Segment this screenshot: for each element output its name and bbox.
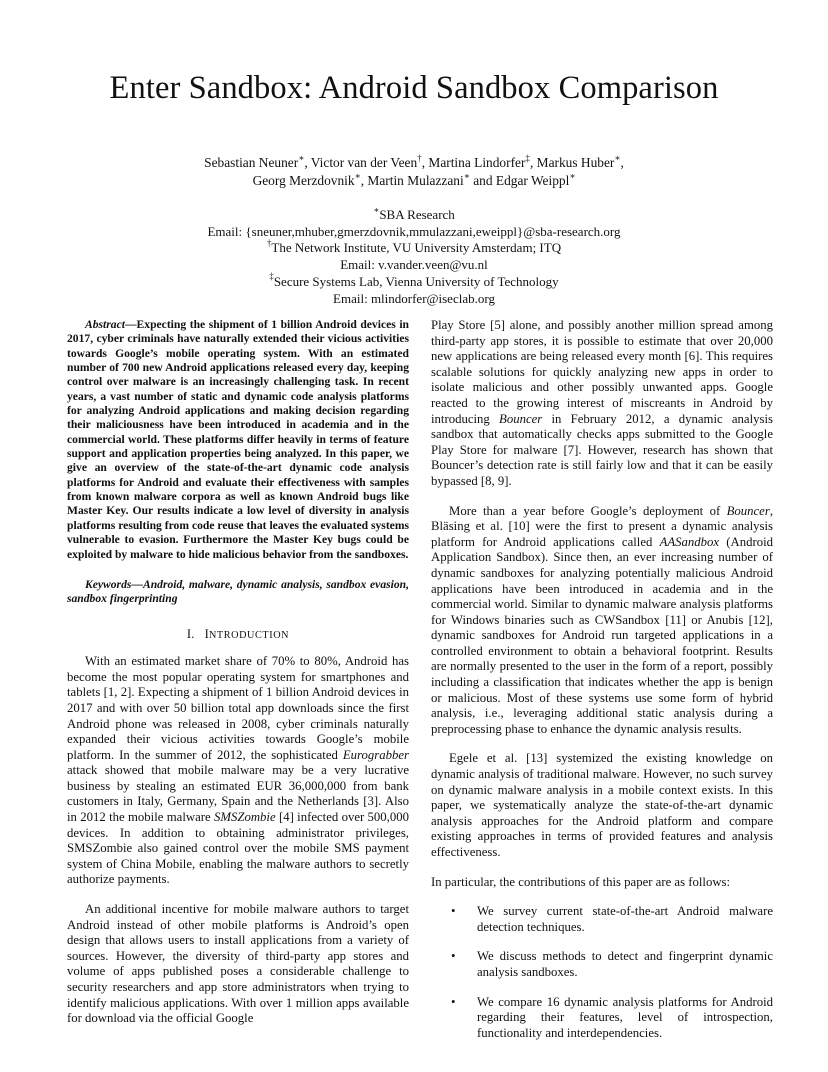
affiliation-mark: ∗ xyxy=(569,170,576,181)
intro-paragraph-1: With an estimated market share of 70% to 80%, Android has become the most popular operating system for smartphones and tablets [1, 2]. Expecting a shipment of 1 billion Android devices in 2017 and with over 50 billion total app downloads since the first Android phone was released in 2008, cyber criminals naturally expanded their vicious activities towards Google’s mobile platform. In the summer of 2012, the sophisticated Eurograbber attack showed that mobile malware may be a very lucrative business by stealing an estimated EUR 36,000,000 from bank customers in Italy, Germany, Spain and the Netherlands [3]. Also in 2012 the mobile malware SMSZombie [4] infected over 500,000 devices. In addition to obtaining administrator privileges, SMSZombie also gained control over the mobile SMS payment system of China Mobile, enabling the malware authors to secretly authorize payments. xyxy=(67,654,409,887)
paragraph-continued: Play Store [5] alone, and possibly another million spread among third-party app stores, it is possible to estimate that over 20,000 new applications are being released every month [6]. This requires scalable solutions for quickly analyzing new apps in order to isolate malicious and other possibly unwanted apps. Google reacted to the growing interest of miscreants in Android by introducing Bouncer in February 2012, a dynamic analysis sandbox that automatically checks apps submitted to the Google Play Store for malware [7]. However, research has shown that Bouncer’s detection rate is still fairly low and that it can be easily bypassed [8, 9]. xyxy=(431,318,773,488)
section-title-rest: NTRODUCTION xyxy=(208,629,290,641)
author-name: Sebastian Neuner xyxy=(204,155,299,170)
contributions-list xyxy=(431,904,773,1041)
section-heading-introduction xyxy=(67,627,409,644)
affiliation-text: SBA Research xyxy=(379,207,455,222)
affiliation-mark: ∗ xyxy=(354,170,361,181)
affiliation-line xyxy=(0,224,828,241)
right-column xyxy=(431,318,773,1055)
abstract-label: Abstract xyxy=(85,318,125,331)
author-line-2: Georg Merzdovnik∗, Martin Mulazzani∗ and Edgar Weippl∗ xyxy=(252,170,576,188)
keywords xyxy=(67,578,409,607)
author-name: Victor van der Veen xyxy=(310,155,418,170)
bullet-icon: • xyxy=(451,949,456,964)
affiliation-mark: ∗ xyxy=(373,204,380,215)
affiliation-mark: † xyxy=(266,238,272,249)
affiliation-line xyxy=(0,204,828,224)
affiliation-mark: ‡ xyxy=(525,152,530,163)
left-column xyxy=(67,318,409,1027)
author-name: Markus Huber xyxy=(536,155,615,170)
affiliation-text: Secure Systems Lab, Vienna University of Technology xyxy=(273,273,559,289)
paper-title: Enter Sandbox: Android Sandbox Comparison xyxy=(109,70,719,106)
paragraph-aasandbox: More than a year before Google’s deployment of Bouncer, Bläsing et al. [10] were the first to present a dynamic analysis platform for Android applications called AASandbox (Android Application Sandbox). Since then, an ever increasing number of dynamic sandboxes for analyzing potentially malicious Android applications have been introduced in academia and in the commercial world. Similar to dynamic malware analysis platforms for Windows binaries such as CWSandbox [11] or Anubis [12], dynamic sandboxes for Android run targeted applications in a controlled environment to obtain a behavioral footprint. Results are normally presented to the user in the form of a report, possibly including a classification that indicates whether the app is benign or malicious. Most of these systems use some form of hybrid analysis, i.e., leveraging additional static analysis during a preprocessing phase to enhance the dynamic analysis results. xyxy=(431,503,773,736)
intro-paragraph-2: An additional incentive for mobile malware authors to target Android instead of other mobile platforms is Android’s open design that allows users to install applications from a variety of sources. However, the diversity of third-party app stores and volume of apps published poses a considerable challenge to security researchers and app store administrators when trying to identify malicious applications. With over 1 million apps available for download via the official Google xyxy=(67,902,409,1026)
abstract xyxy=(67,318,409,562)
affiliation-mark: † xyxy=(417,152,422,163)
author-list xyxy=(0,154,828,190)
affiliation-mark: ‡ xyxy=(269,271,274,282)
author-name: Edgar Weippl xyxy=(495,173,570,188)
affiliations xyxy=(0,204,828,307)
paragraph-contributions-intro: In particular, the contributions of this paper are as follows: xyxy=(431,874,731,889)
author-name: Georg Merzdovnik xyxy=(252,173,355,188)
affiliation-line xyxy=(0,257,828,274)
affiliation-text: Email: v.vander.veen@vu.nl xyxy=(340,257,488,273)
author-name: Martin Mulazzani xyxy=(367,173,464,188)
section-first-letter: I xyxy=(204,626,209,641)
emphasis: AASandbox xyxy=(659,534,720,549)
section-numeral: I. xyxy=(186,626,195,641)
bullet-icon: • xyxy=(451,994,456,1009)
affiliation-mark: ∗ xyxy=(614,152,621,163)
affiliation-text: Email: {sneuner,mhuber,gmerzdovnik,mmulazzani,eweippl}@sba-research.org xyxy=(207,223,621,239)
paragraph-egele: Egele et al. [13] systemized the existing knowledge on dynamic analysis of traditional malware. However, no such survey on dynamic malware analysis in a mobile context exists. In this paper, we systematically analyze the state-of-the-art dynamic analysis approaches for the Android platform and compare existing approaches in terms of provided features and analysis effectiveness. xyxy=(431,751,773,859)
affiliation-line xyxy=(0,271,828,291)
affiliation-mark: ∗ xyxy=(463,170,470,181)
emphasis: Bouncer xyxy=(499,411,543,426)
keywords-text: —Android, malware, dynamic analysis, sandbox evasion, sandbox fingerprinting xyxy=(67,577,409,606)
author-line-1: Sebastian Neuner∗, Victor van der Veen†, Martina Lindorfer‡, Markus Huber∗, xyxy=(204,152,624,170)
keywords-label: Keywords xyxy=(85,577,132,591)
affiliation-mark: ∗ xyxy=(298,152,305,163)
emphasis: Bouncer xyxy=(726,503,770,518)
affiliation-line xyxy=(0,291,828,308)
contribution-item xyxy=(431,904,773,935)
emphasis: Eurograbber xyxy=(342,747,409,762)
affiliation-text: Email: mlindorfer@iseclab.org xyxy=(333,290,495,306)
emphasis: SMSZombie xyxy=(214,810,276,825)
contribution-text: We survey current state-of-the-art Android malware detection techniques. xyxy=(477,904,773,934)
abstract-text: —Expecting the shipment of 1 billion Android devices in 2017, cyber criminals have naturally extended their vicious activities towards Google’s mobile operating system. With an estimated number of 700 new Android applications released every day, keeping control over malware is an increasingly challenging task. In recent years, a vast number of static and dynamic code analysis platforms for analyzing Android applications and making decision regarding their maliciousness have been introduced in academia and in the commercial world. These platforms differ heavily in terms of feature support and application properties being analyzed. In this paper, we give an overview of the state-of-the-art dynamic code analysis platforms for Android and evaluate their effectiveness with samples from known malware corpora as well as known Android bugs like Master Key. Our results indicate a low level of diversity in analysis platforms resulting from code reuse that leaves the evaluated systems vulnerable to evasion. Furthermore the Master Key bugs could be exploited by malware to hide malicious behavior from the sandboxes. xyxy=(67,318,409,561)
contribution-text: We compare 16 dynamic analysis platforms for Android regarding their features, level of introspection, functionality and interdependencies. xyxy=(477,994,773,1040)
author-name: Martina Lindorfer xyxy=(428,155,526,170)
bullet-icon: • xyxy=(451,904,456,919)
contribution-item xyxy=(431,949,773,980)
affiliation-text: The Network Institute, VU University Amsterdam; ITQ xyxy=(271,240,562,256)
contribution-text: We discuss methods to detect and fingerprint dynamic analysis sandboxes. xyxy=(477,949,773,979)
contribution-item xyxy=(431,995,773,1042)
affiliation-line xyxy=(0,240,828,257)
